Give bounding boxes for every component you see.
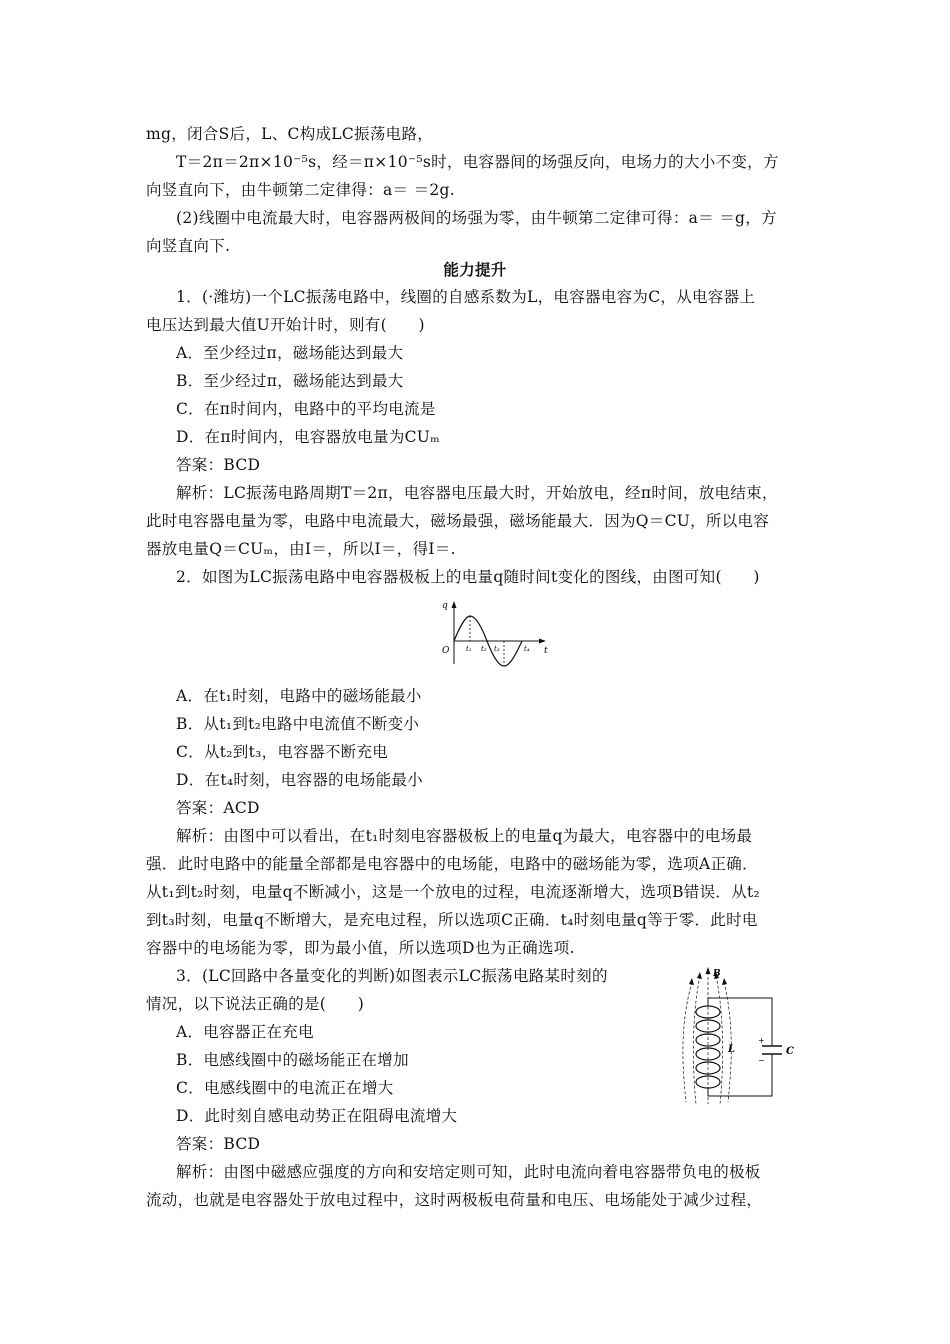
section-title: 能力提升 xyxy=(443,260,507,279)
text-line: 器放电量Q＝CUₘ，由I＝，所以I＝，得I＝. xyxy=(146,540,456,558)
text-line: 向竖直向下. xyxy=(146,237,231,255)
text-line: 容器中的电场能为零，即为最小值，所以选项D也为正确选项. xyxy=(146,939,575,957)
text-line: A．至少经过π，磁场能达到最大 xyxy=(176,344,404,362)
text-line: 到t₃时刻，电量q不断增大，是充电过程，所以选项C正确．t₄时刻电量q等于零．此时电 xyxy=(146,911,758,929)
text-line: (2)线圈中电流最大时，电容器两极间的场强为零，由牛顿第二定律可得：a＝ ＝g，方 xyxy=(176,209,777,227)
text-line: D．在π时间内，电容器放电量为CUₘ xyxy=(176,428,440,446)
text-line: 向竖直向下，由牛顿第二定律得：a＝ ＝2g. xyxy=(146,181,455,199)
field-line xyxy=(683,982,692,1102)
b-label: B xyxy=(713,969,721,979)
text-line: A．电容器正在充电 xyxy=(176,1023,314,1041)
text-line: T＝2π＝2π×10⁻⁵s，经＝π×10⁻⁵s时，电容器间的场强反向，电场力的大小不变，方 xyxy=(176,153,779,171)
text-line: 电压达到最大值U开始计时，则有( ) xyxy=(146,316,425,334)
text-line: 1．(·潍坊)一个LC振荡电路中，线圈的自感系数为L，电容器电容为C，从电容器上 xyxy=(176,288,756,306)
text-line: D．此时刻自感电动势正在阻碍电流增大 xyxy=(176,1107,458,1125)
text-line: 解析：由图中磁感应强度的方向和安培定则可知，此时电流向着电容器带负电的极板 xyxy=(176,1163,761,1181)
t-axis-arrow xyxy=(539,639,546,644)
text-line: 3．(LC回路中各量变化的判断)如图表示LC振荡电路某时刻的 xyxy=(176,967,608,985)
text-line: 解析：由图中可以看出，在t₁时刻电容器极板上的电量q为最大，电容器中的电场最 xyxy=(176,827,753,845)
text-line: 情况，以下说法正确的是( ) xyxy=(146,995,365,1013)
plus-sign: + xyxy=(758,1036,765,1045)
b-arrow xyxy=(697,972,702,979)
text-line: A．在t₁时刻，电路中的磁场能最小 xyxy=(176,687,422,705)
text-line: 2．如图为LC振荡电路中电容器极板上的电量q随时间t变化的图线，由图可知( ) xyxy=(176,568,760,586)
b-arrow xyxy=(689,978,694,985)
text-line: C．电感线圈中的电流正在增大 xyxy=(176,1079,394,1097)
text-line: 答案：BCD xyxy=(176,456,261,474)
q-t-graph xyxy=(436,598,552,668)
text-line: 流动，也就是电容器处于放电过程中，这时两极板电荷量和电压、电场能处于减少过程， xyxy=(146,1191,763,1209)
t3-label: t₃ xyxy=(494,645,500,653)
text-line: 此时电容器电量为零，电路中电流最大，磁场最强，磁场能最大．因为Q＝CU，所以电容 xyxy=(146,512,770,530)
inductor-coil xyxy=(696,1006,720,1088)
t4-label: t₄ xyxy=(524,645,530,653)
text-line: 解析：LC振荡电路周期T＝2π，电容器电压最大时，开始放电，经π时间，放电结束， xyxy=(176,484,778,502)
t2-label: t₂ xyxy=(481,645,487,653)
q-axis-arrow xyxy=(452,601,457,608)
t-axis-label: t xyxy=(544,646,548,656)
capacitor-label: C xyxy=(786,1046,794,1057)
text-line: C．在π时间内，电路中的平均电流是 xyxy=(176,400,436,418)
text-line: B．从t₁到t₂电路中电流值不断变小 xyxy=(176,715,420,733)
b-arrow xyxy=(706,967,711,974)
text-line: 答案：ACD xyxy=(176,799,260,817)
lc-circuit-diagram xyxy=(678,964,804,1108)
minus-sign: − xyxy=(758,1056,765,1065)
text-line: B．至少经过π，磁场能达到最大 xyxy=(176,372,404,390)
text-line: 答案：BCD xyxy=(176,1135,261,1153)
text-line: B．电感线圈中的磁场能正在增加 xyxy=(176,1051,409,1069)
inductor-label: L xyxy=(728,1044,736,1055)
text-line: D．在t₄时刻，电容器的电场能最小 xyxy=(176,771,423,789)
q-axis-label: q xyxy=(442,601,448,611)
text-line: 从t₁到t₂时刻，电量q不断减小，这是一个放电的过程，电流逐渐增大，选项B错误．从t₂ xyxy=(146,883,761,901)
text-line: 强．此时电路中的能量全部都是电容器中的电场能，电路中的磁场能为零，选项A正确． xyxy=(146,855,758,873)
field-line xyxy=(724,982,731,1102)
origin-label: O xyxy=(442,646,450,656)
b-arrow xyxy=(722,978,727,985)
text-line: mg，闭合S后，L、C构成LC振荡电路， xyxy=(146,125,434,143)
t1-label: t₁ xyxy=(466,645,472,653)
text-line: C．从t₂到t₃，电容器不断充电 xyxy=(176,743,389,761)
